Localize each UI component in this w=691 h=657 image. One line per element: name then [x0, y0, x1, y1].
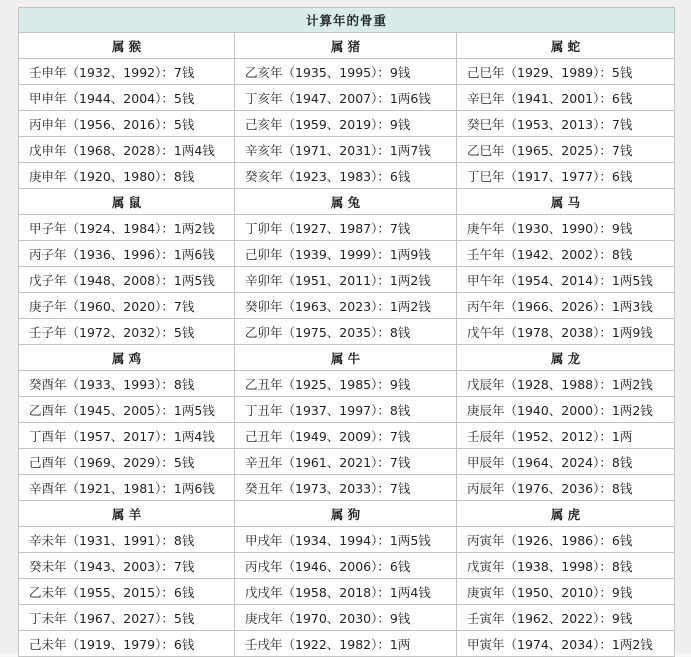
table-row: [19, 215, 675, 241]
year-weight-cell: 丁卯年（1927、1987）：7钱: [235, 215, 457, 241]
table-row: [19, 59, 675, 85]
year-weight-cell: 甲午年（1954、2014）：1两5钱: [457, 267, 675, 293]
year-weight-cell: 庚辰年（1940、2000）：1两2钱: [457, 397, 675, 423]
year-weight-cell: 癸巳年（1953、2013）：7钱: [457, 111, 675, 137]
year-weight-cell: 庚申年（1920、1980）：8钱: [19, 163, 235, 189]
year-weight-cell: 庚寅年（1950、2010）：9钱: [457, 579, 675, 605]
table-row: [19, 475, 675, 501]
year-weight-cell: 丁巳年（1917、1977）：6钱: [457, 163, 675, 189]
year-weight-cell: 戊子年（1948、2008）：1两5钱: [19, 267, 235, 293]
year-weight-cell: 甲寅年（1974、2034）：1两2钱: [457, 631, 675, 657]
year-weight-cell: 壬寅年（1962、2022）：9钱: [457, 605, 675, 631]
year-weight-cell: 辛未年（1931、1991）：8钱: [19, 527, 235, 553]
year-weight-cell: 戊辰年（1928、1988）：1两2钱: [457, 371, 675, 397]
year-weight-cell: 己酉年（1969、2029）：5钱: [19, 449, 235, 475]
year-weight-cell: 壬申年（1932、1992）：7钱: [19, 59, 235, 85]
table-row: [19, 449, 675, 475]
table-title: 计算年的骨重: [19, 8, 675, 33]
table-row: [19, 397, 675, 423]
year-weight-cell: 甲戌年（1934、1994）：1两5钱: [235, 527, 457, 553]
year-weight-cell: 乙丑年（1925、1985）：9钱: [235, 371, 457, 397]
year-weight-cell: 丁酉年（1957、2017）：1两4钱: [19, 423, 235, 449]
table-row: [19, 267, 675, 293]
zodiac-header: 属 马: [457, 189, 675, 215]
table-row: [19, 605, 675, 631]
year-weight-cell: 壬戌年（1922、1982）：1两: [235, 631, 457, 657]
year-weight-cell: 丁丑年（1937、1997）：8钱: [235, 397, 457, 423]
table-row: [19, 423, 675, 449]
year-weight-cell: 丙戌年（1946、2006）：6钱: [235, 553, 457, 579]
year-weight-cell: 甲申年（1944、2004）：5钱: [19, 85, 235, 111]
table-row: [19, 85, 675, 111]
year-weight-cell: 乙未年（1955、2015）：6钱: [19, 579, 235, 605]
year-weight-cell: 乙卯年（1975、2035）：8钱: [235, 319, 457, 345]
zodiac-header: 属 兔: [235, 189, 457, 215]
zodiac-header-row: [19, 345, 675, 371]
year-weight-cell: 乙亥年（1935、1995）：9钱: [235, 59, 457, 85]
zodiac-header: 属 虎: [457, 501, 675, 527]
table-row: [19, 319, 675, 345]
table-row: [19, 293, 675, 319]
year-weight-cell: 辛卯年（1951、2011）：1两2钱: [235, 267, 457, 293]
table-row: [19, 527, 675, 553]
table-row: [19, 579, 675, 605]
table-title-row: [19, 8, 675, 33]
zodiac-header: 属 羊: [19, 501, 235, 527]
year-weight-cell: 癸未年（1943、2003）：7钱: [19, 553, 235, 579]
year-weight-cell: 辛酉年（1921、1981）：1两6钱: [19, 475, 235, 501]
year-weight-cell: 癸丑年（1973、2033）：7钱: [235, 475, 457, 501]
zodiac-header-row: [19, 33, 675, 59]
zodiac-header: 属 猪: [235, 33, 457, 59]
zodiac-header: 属 牛: [235, 345, 457, 371]
year-weight-cell: 己卯年（1939、1999）：1两9钱: [235, 241, 457, 267]
table-row: [19, 241, 675, 267]
zodiac-header: 属 狗: [235, 501, 457, 527]
zodiac-header-row: [19, 501, 675, 527]
year-weight-cell: 癸酉年（1933、1993）：8钱: [19, 371, 235, 397]
table-row: [19, 553, 675, 579]
year-weight-cell: 庚子年（1960、2020）：7钱: [19, 293, 235, 319]
year-weight-cell: 丁亥年（1947、2007）：1两6钱: [235, 85, 457, 111]
year-weight-cell: 癸亥年（1923、1983）：6钱: [235, 163, 457, 189]
zodiac-header-row: [19, 189, 675, 215]
zodiac-header: 属 鸡: [19, 345, 235, 371]
year-weight-cell: 丙子年（1936、1996）：1两6钱: [19, 241, 235, 267]
zodiac-header: 属 蛇: [457, 33, 675, 59]
table-row: [19, 371, 675, 397]
table-row: [19, 163, 675, 189]
year-weight-cell: 壬午年（1942、2002）：8钱: [457, 241, 675, 267]
year-weight-cell: 乙酉年（1945、2005）：1两5钱: [19, 397, 235, 423]
table-body: [19, 33, 675, 657]
year-weight-cell: 己亥年（1959、2019）：9钱: [235, 111, 457, 137]
year-weight-cell: 己丑年（1949、2009）：7钱: [235, 423, 457, 449]
year-weight-cell: 乙巳年（1965、2025）：7钱: [457, 137, 675, 163]
year-weight-cell: 丙辰年（1976、2036）：8钱: [457, 475, 675, 501]
year-weight-cell: 辛丑年（1961、2021）：7钱: [235, 449, 457, 475]
year-weight-cell: 壬辰年（1952、2012）：1两: [457, 423, 675, 449]
table-row: [19, 111, 675, 137]
zodiac-header: 属 龙: [457, 345, 675, 371]
year-weight-cell: 戊申年（1968、2028）：1两4钱: [19, 137, 235, 163]
year-weight-cell: 壬子年（1972、2032）：5钱: [19, 319, 235, 345]
zodiac-header: 属 猴: [19, 33, 235, 59]
year-weight-cell: 甲辰年（1964、2024）：8钱: [457, 449, 675, 475]
bone-weight-table: [18, 7, 675, 657]
year-weight-cell: 己未年（1919、1979）：6钱: [19, 631, 235, 657]
year-weight-cell: 庚午年（1930、1990）：9钱: [457, 215, 675, 241]
year-weight-cell: 庚戌年（1970、2030）：9钱: [235, 605, 457, 631]
year-weight-cell: 甲子年（1924、1984）：1两2钱: [19, 215, 235, 241]
year-weight-cell: 戊寅年（1938、1998）：8钱: [457, 553, 675, 579]
year-weight-cell: 戊戌年（1958、2018）：1两4钱: [235, 579, 457, 605]
year-weight-cell: 丙寅年（1926、1986）：6钱: [457, 527, 675, 553]
year-weight-cell: 癸卯年（1963、2023）：1两2钱: [235, 293, 457, 319]
year-weight-cell: 丙午年（1966、2026）：1两3钱: [457, 293, 675, 319]
year-weight-cell: 丁未年（1967、2027）：5钱: [19, 605, 235, 631]
zodiac-header: 属 鼠: [19, 189, 235, 215]
year-weight-cell: 辛巳年（1941、2001）：6钱: [457, 85, 675, 111]
year-weight-cell: 丙申年（1956、2016）：5钱: [19, 111, 235, 137]
year-weight-cell: 辛亥年（1971、2031）：1两7钱: [235, 137, 457, 163]
year-weight-cell: 戊午年（1978、2038）：1两9钱: [457, 319, 675, 345]
table-row: [19, 137, 675, 163]
year-weight-cell: 己巳年（1929、1989）：5钱: [457, 59, 675, 85]
